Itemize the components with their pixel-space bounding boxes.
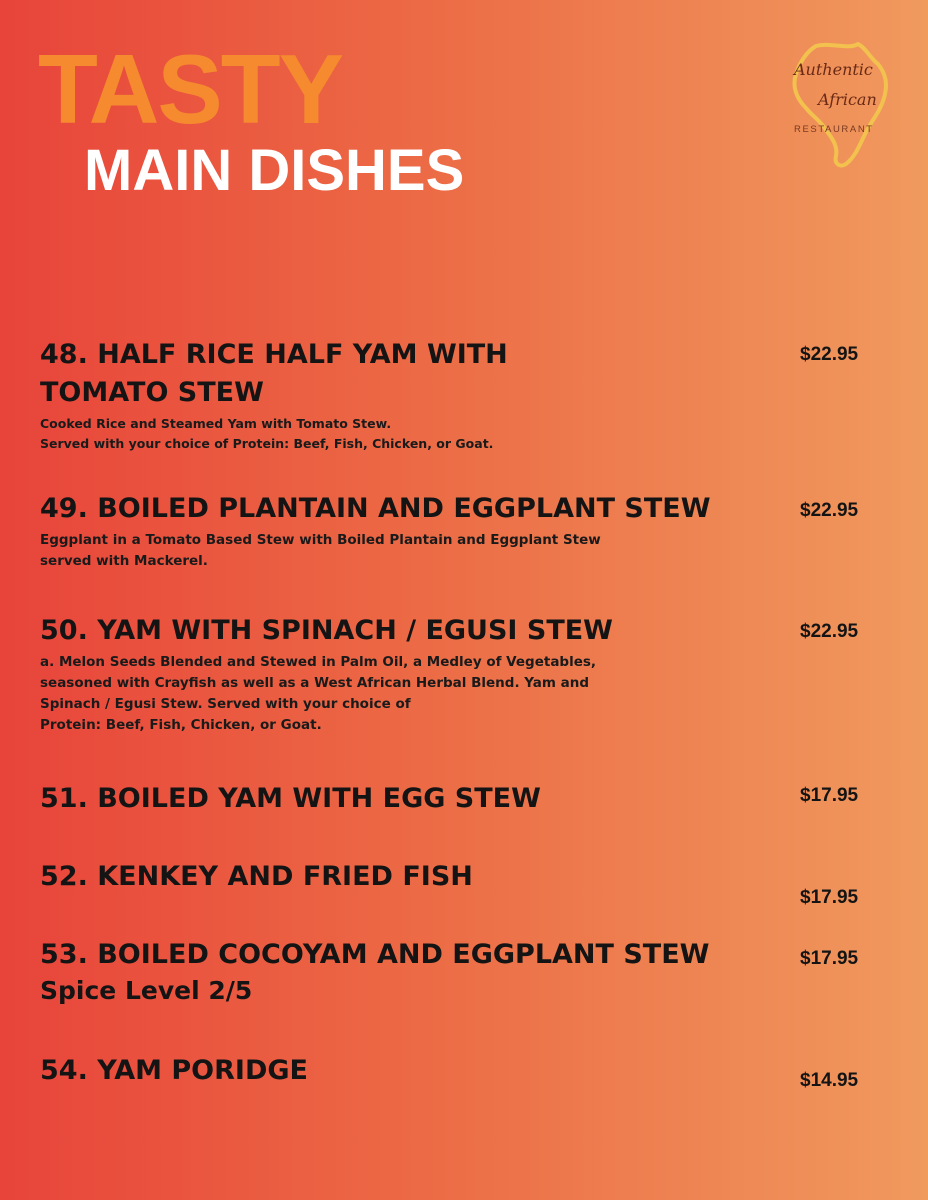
item-name: 49. BOILED PLANTAIN AND EGGPLANT STEW <box>40 493 711 524</box>
item-name: 48. HALF RICE HALF YAM WITH TOMATO STEW <box>40 339 508 408</box>
logo-text-african: African <box>818 90 877 109</box>
item-price: $22.95 <box>800 500 859 521</box>
restaurant-logo <box>786 40 896 172</box>
item-description: Eggplant in a Tomato Based Stew with Boiled Plantain and Eggplant Stew served with Mackerel. <box>40 532 601 569</box>
menu-item-52 <box>40 858 730 896</box>
menu-item-53 <box>40 936 730 1008</box>
menu-item-49 <box>40 490 730 572</box>
logo-text-restaurant: RESTAURANT <box>794 124 874 135</box>
item-price: $17.95 <box>800 785 859 806</box>
item-price: $17.95 <box>800 948 859 969</box>
item-price: $14.95 <box>800 1070 859 1091</box>
item-description: a. Melon Seeds Blended and Stewed in Palm Oil, a Medley of Vegetables, seasoned with Crayfish as well as a West African Herbal Blend. Yam and Spinach / Egusi Stew. Served with your choice of Protein: Beef, Fish, Chicken, or Goat. <box>40 654 597 733</box>
spice-level: Spice Level 2/5 <box>40 976 253 1005</box>
item-name: 52. KENKEY AND FRIED FISH <box>40 861 473 892</box>
item-name: 51. BOILED YAM WITH EGG STEW <box>40 783 541 814</box>
item-description: Cooked Rice and Steamed Yam with Tomato Stew. Served with your choice of Protein: Beef, Fish, Chicken, or Goat. <box>40 416 494 451</box>
menu-item-54 <box>40 1052 730 1090</box>
tasty-heading: TASTY <box>38 34 342 144</box>
item-price: $22.95 <box>800 621 859 642</box>
page-title: MAIN DISHES <box>84 138 465 203</box>
logo-text-authentic: Authentic <box>794 60 873 79</box>
item-price: $22.95 <box>800 344 859 365</box>
menu-item-50 <box>40 612 730 736</box>
item-name: 53. BOILED COCOYAM AND EGGPLANT STEW <box>40 939 710 970</box>
item-name: 54. YAM PORIDGE <box>40 1055 308 1086</box>
menu-item-51 <box>40 780 730 818</box>
menu-item-48 <box>40 336 730 454</box>
item-price: $17.95 <box>800 887 859 908</box>
item-name: 50. YAM WITH SPINACH / EGUSI STEW <box>40 615 613 646</box>
